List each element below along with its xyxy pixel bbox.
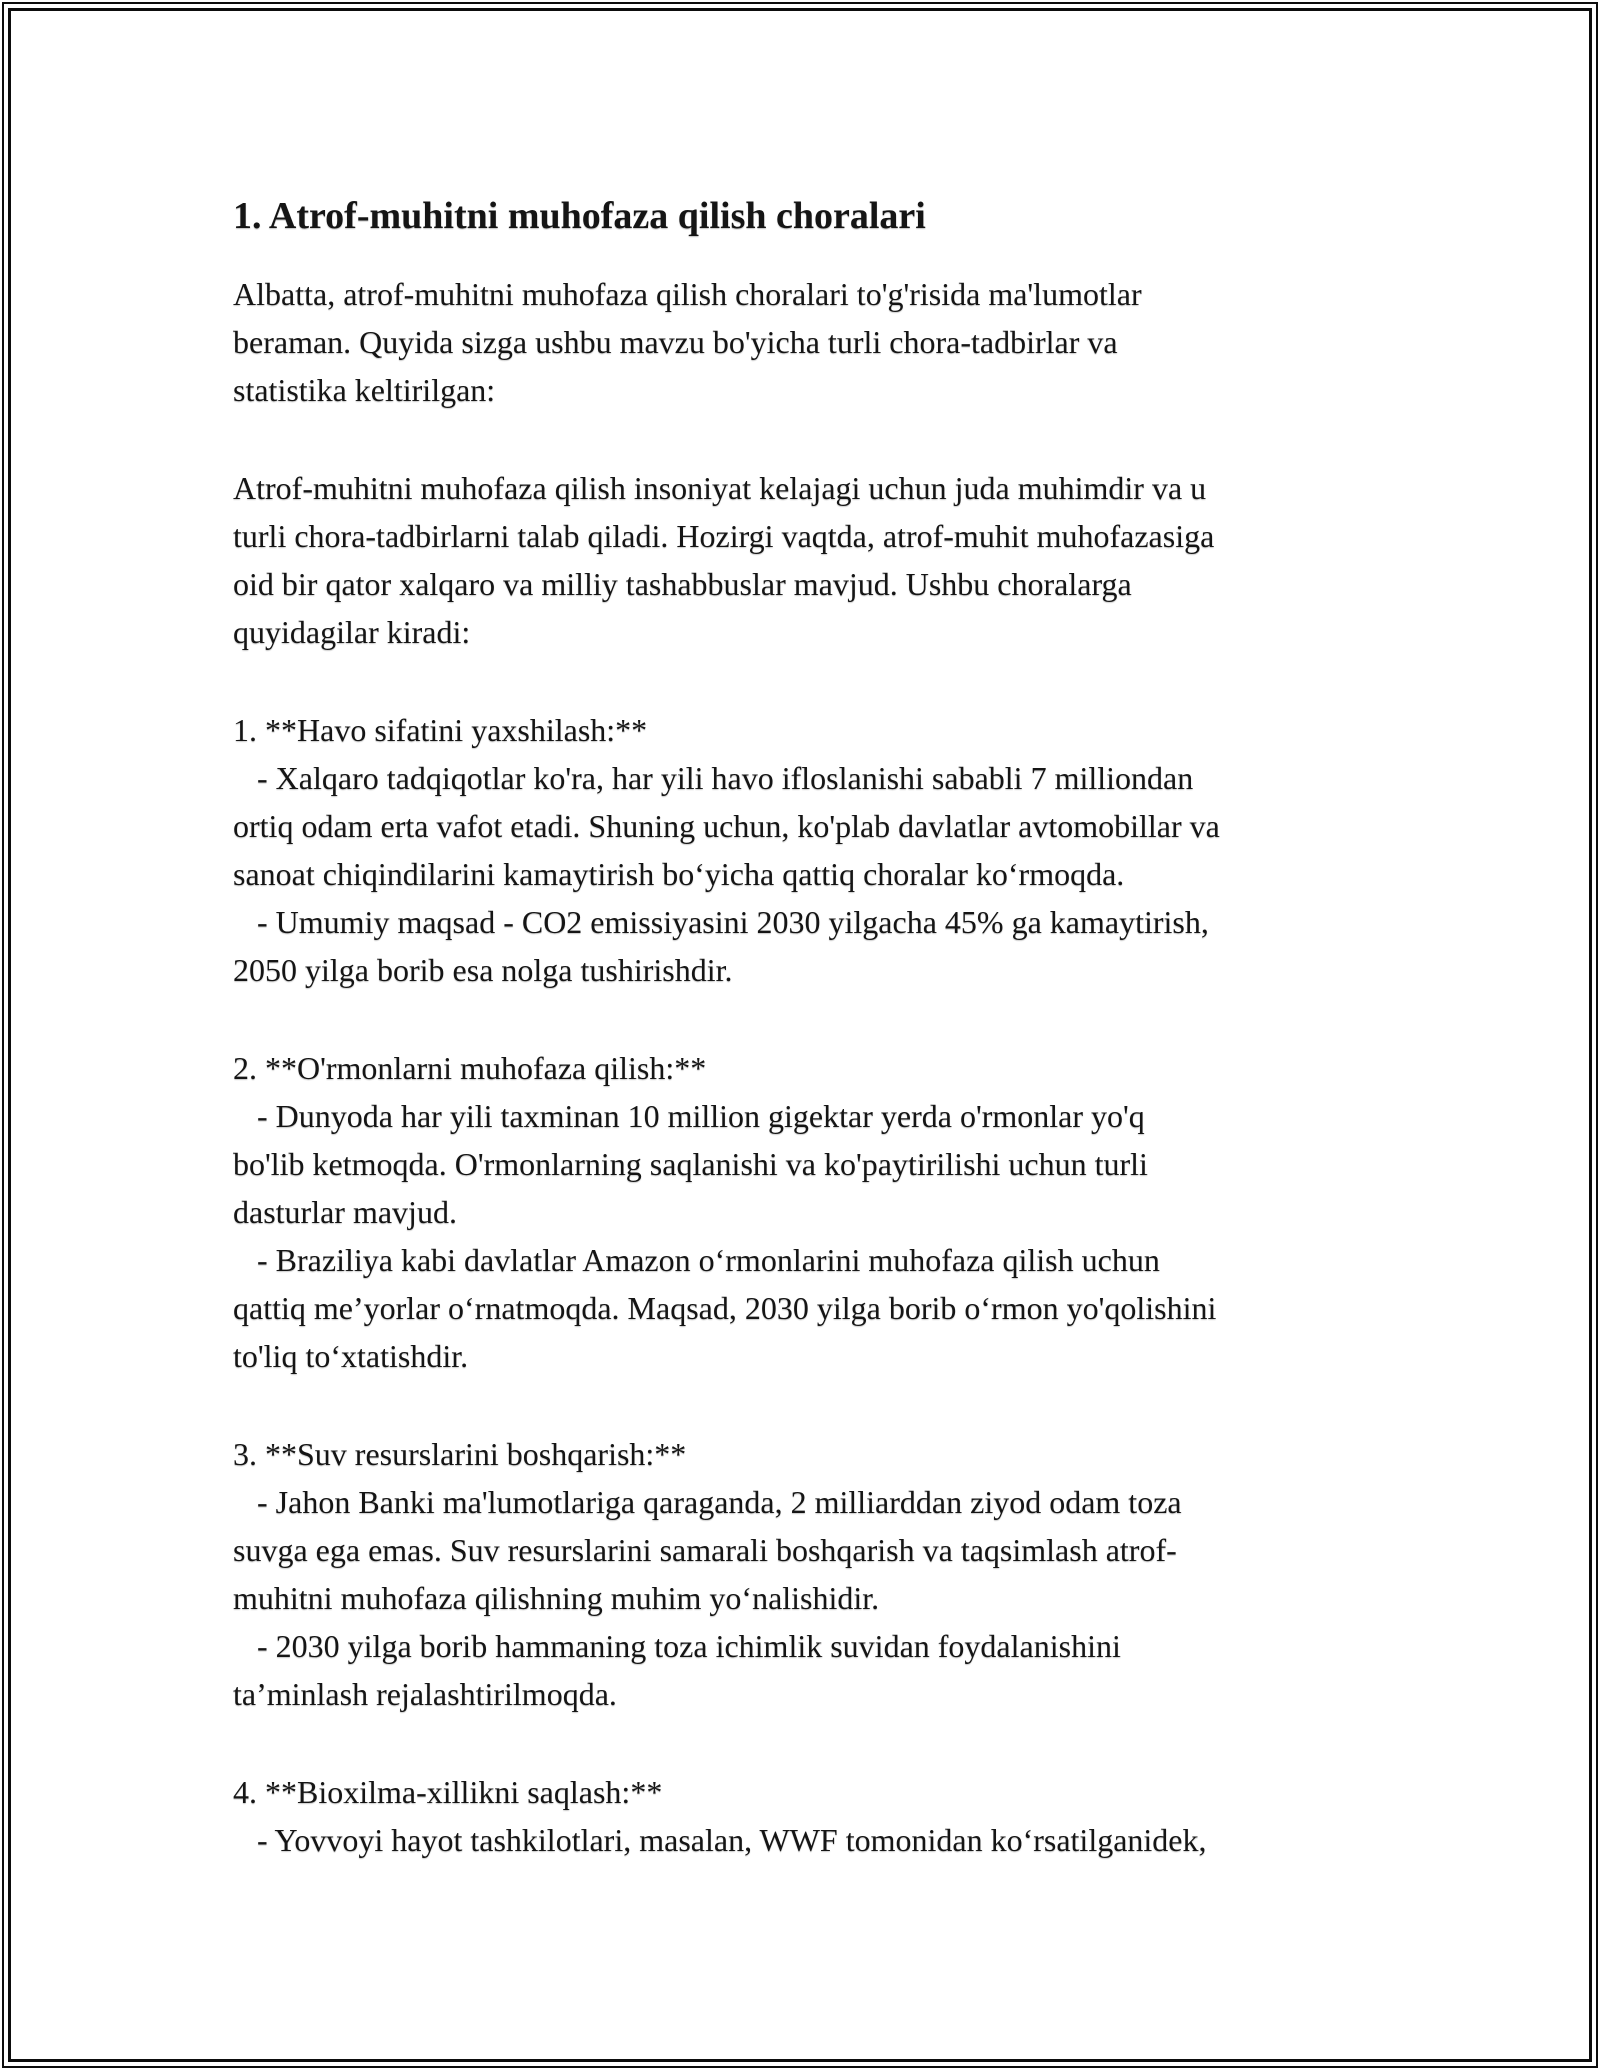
- text-line: muhitni muhofaza qilishning muhim yo‘nalishidir.: [233, 1580, 880, 1616]
- text-block-list-section: [233, 706, 1433, 994]
- text-line: oid bir qator xalqaro va milliy tashabbuslar mavjud. Ushbu choralarga: [233, 566, 1132, 602]
- text-line: ta’minlash rejalashtirilmoqda.: [233, 1676, 617, 1712]
- text-line: Atrof-muhitni muhofaza qilish insoniyat kelajagi uchun juda muhimdir va u: [233, 470, 1207, 506]
- text-line: 1. **Havo sifatini yaxshilash:**: [233, 712, 648, 748]
- text-line: 3. **Suv resurslarini boshqarish:**: [233, 1436, 687, 1472]
- text-line: - 2030 yilga borib hammaning toza ichimlik suvidan foydalanishini: [233, 1628, 1121, 1664]
- text-line: suvga ega emas. Suv resurslarini samarali boshqarish va taqsimlash atrof-: [233, 1532, 1177, 1568]
- text-line: statistika keltirilgan:: [233, 372, 496, 408]
- text-line: - Xalqaro tadqiqotlar ko'ra, har yili havo ifloslanishi sababli 7 milliondan: [233, 760, 1194, 796]
- text-line: Albatta, atrof-muhitni muhofaza qilish choralari to'g'risida ma'lumotlar: [233, 276, 1142, 312]
- text-line: 4. **Bioxilma-xillikni saqlash:**: [233, 1774, 663, 1810]
- text-block-list-section: [233, 1044, 1433, 1380]
- text-line: 2. **O'rmonlarni muhofaza qilish:**: [233, 1050, 707, 1086]
- document-title: 1. Atrof-muhitni muhofaza qilish choralari: [233, 195, 926, 237]
- text-line: - Braziliya kabi davlatlar Amazon o‘rmonlarini muhofaza qilish uchun: [233, 1242, 1160, 1278]
- text-line: sanoat chiqindilarini kamaytirish bo‘yicha qattiq choralar ko‘rmoqda.: [233, 856, 1125, 892]
- text-line: - Jahon Banki ma'lumotlariga qaraganda, 2 milliarddan ziyod odam toza: [233, 1484, 1182, 1520]
- text-line: dasturlar mavjud.: [233, 1194, 457, 1230]
- text-block-paragraph: [233, 270, 1433, 414]
- text-line: turli chora-tadbirlarni talab qiladi. Hozirgi vaqtda, atrof-muhit muhofazasiga: [233, 518, 1215, 554]
- text-line: quyidagilar kiradi:: [233, 614, 471, 650]
- text-line: - Yovvoyi hayot tashkilotlari, masalan, WWF tomonidan ko‘rsatilganidek,: [233, 1822, 1207, 1858]
- document-body: [233, 270, 1433, 1864]
- text-line: qattiq me’yorlar o‘rnatmoqda. Maqsad, 2030 yilga borib o‘rmon yo'qolishini: [233, 1290, 1217, 1326]
- text-line: - Dunyoda har yili taxminan 10 million gigektar yerda o'rmonlar yo'q: [233, 1098, 1145, 1134]
- document-content: [233, 0, 1433, 1914]
- text-line: to'liq to‘xtatishdir.: [233, 1338, 469, 1374]
- text-line: ortiq odam erta vafot etadi. Shuning uchun, ko'plab davlatlar avtomobillar va: [233, 808, 1220, 844]
- text-block-paragraph: [233, 464, 1433, 656]
- text-line: beraman. Quyida sizga ushbu mavzu bo'yicha turli chora-tadbirlar va: [233, 324, 1118, 360]
- text-block-list-section: [233, 1768, 1433, 1864]
- text-block-list-section: [233, 1430, 1433, 1718]
- text-line: - Umumiy maqsad - CO2 emissiyasini 2030 yilgacha 45% ga kamaytirish,: [233, 904, 1209, 940]
- text-line: 2050 yilga borib esa nolga tushirishdir.: [233, 952, 733, 988]
- text-line: bo'lib ketmoqda. O'rmonlarning saqlanishi va ko'paytirilishi uchun turli: [233, 1146, 1148, 1182]
